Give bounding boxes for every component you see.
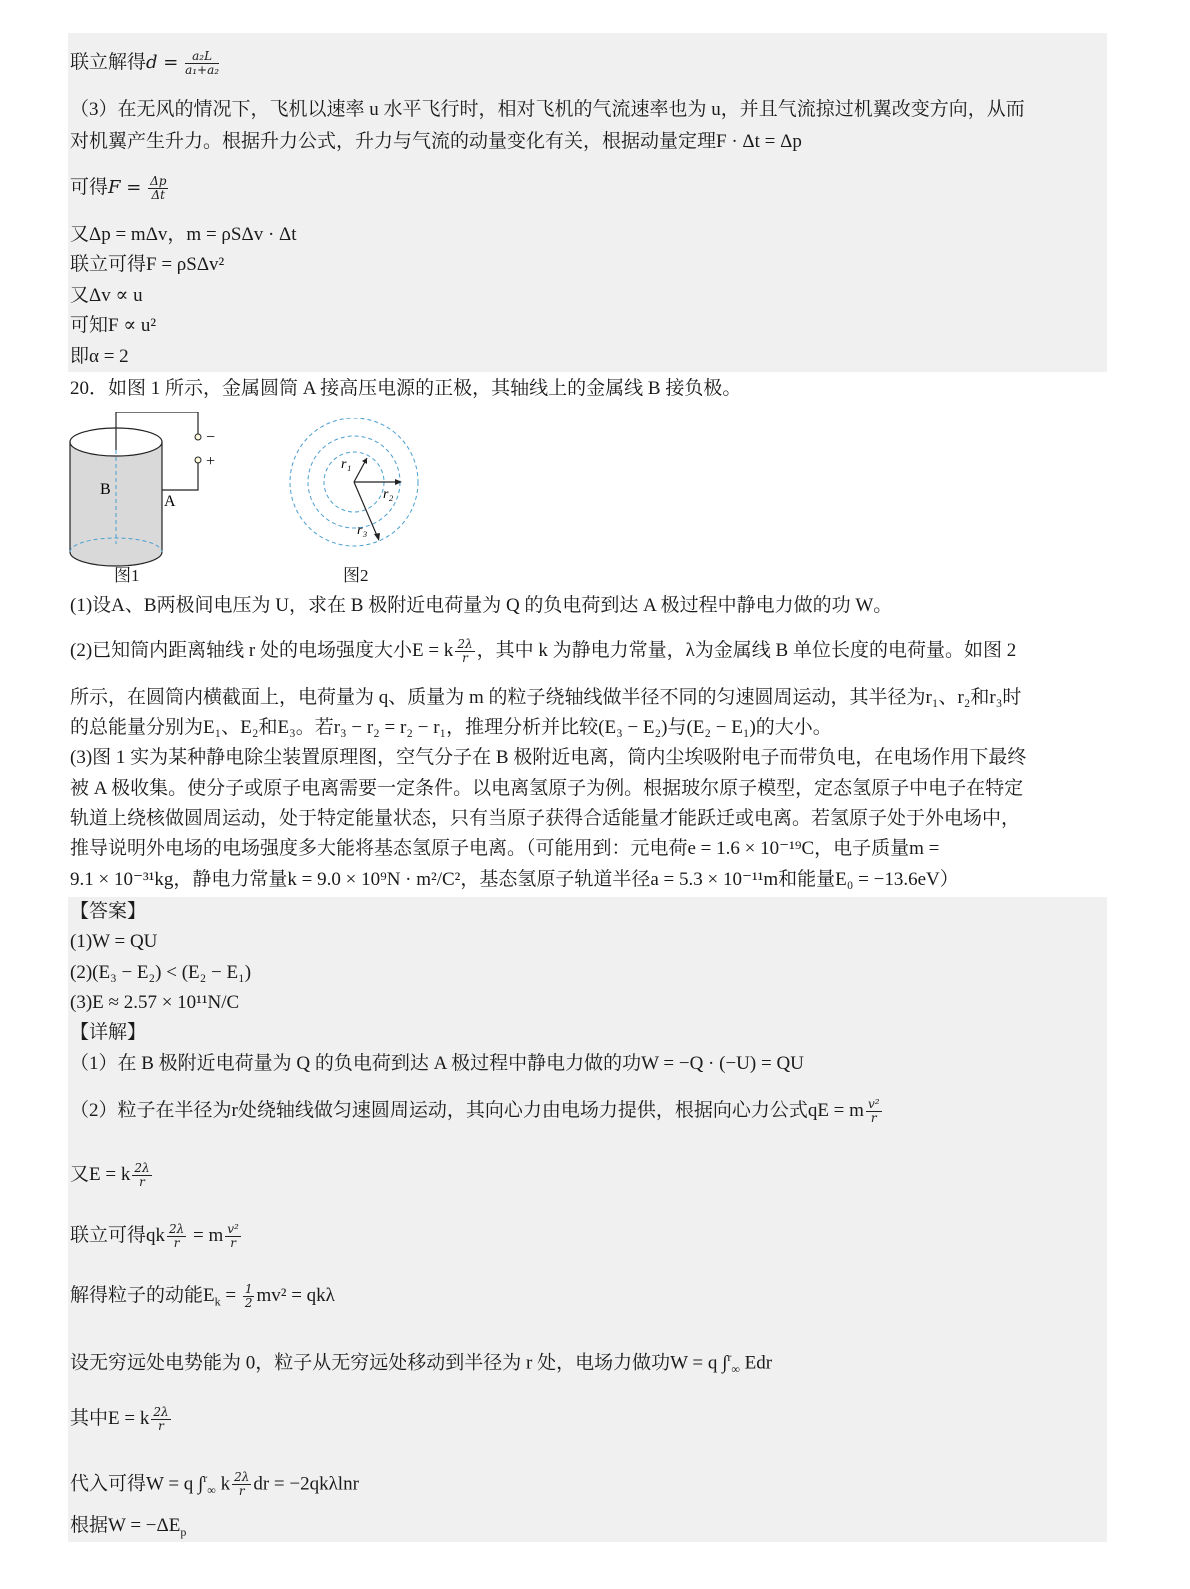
figure-1-cylinder-diagram (66, 412, 236, 572)
label-A: A (164, 493, 176, 510)
fraction: $\frac{\text{v²}}{r}$ (227, 1222, 239, 1250)
explanation-3: 又E = k $\frac{2\lambda}{r}$ (70, 1161, 150, 1189)
prev-line-2: （3）在无风的情况下，飞机以速率 u 水平飞行时，相对飞机的气流速率也为 u，并且气流掠过机翼改变方向，从而 (70, 99, 1025, 120)
prev-line-6: 联立可得F = ρSΔv² (70, 254, 225, 275)
figure-2-caption: 图2 (343, 566, 369, 585)
explanation-1: （1）在 B 极附近电荷量为 Q 的负电荷到达 A 极过程中静电力做的功W = −Q · (−U) = QU (70, 1053, 804, 1074)
figure-2-orbits-diagram (285, 418, 425, 548)
question-part-2-line-2: 所示，在圆筒内横截面上，电荷量为 q、质量为 m 的粒子绕轴线做半径不同的匀速圆周运动，其半径为r₁、r₂和r₃时 (70, 687, 1022, 708)
prev-line-4: 可得F = $\frac{\Delta p}{\Delta t}$ (70, 174, 167, 202)
explanation-7: 其中E = k $\frac{2\lambda}{r}$ (70, 1405, 169, 1433)
fraction: $\frac{2\lambda}{r}$ (457, 637, 473, 665)
text: 联立解得 (70, 51, 147, 73)
math: d = (146, 51, 179, 73)
answer-2: (2)(E₃ − E₂) < (E₂ − E₁) (70, 962, 252, 983)
prev-line-8: 可知F ∝ u² (70, 315, 157, 336)
prev-line-5: 又Δp = mΔv，m = ρSΔv · Δt (70, 224, 297, 245)
plus-terminal-label: + (206, 453, 216, 470)
fraction: $\frac{\text{a₂L}}{\text{a₁+a₂}}$ (185, 49, 220, 77)
answer-1: (1)W = QU (70, 931, 158, 952)
question-part-3-line-4: 推导说明外电场的电场强度多大能将基态氢原子电离。（可能用到：元电荷e = 1.6 × 10⁻¹⁹C，电子质量m = (70, 838, 940, 859)
label-B: B (100, 481, 111, 498)
fraction: $\frac{2\lambda}{r}$ (134, 1161, 150, 1189)
explanation-4: 联立可得qk $\frac{2\lambda}{r}$ = m $\frac{\text{v²}}{r}$ (70, 1222, 239, 1250)
question-part-3-line-2: 被 A 极收集。使分子或原子电离需要一定条件。以电离氢原子为例。根据玻尔原子模型，定态氢原子中电子在特定 (70, 778, 1024, 799)
solution-block-prev (68, 33, 1107, 372)
question-part-3-line-1: (3)图 1 实为某种静电除尘装置原理图，空气分子在 B 极附近电离，筒内尘埃吸附电子而带负电，在电场作用下最终 (70, 747, 1027, 768)
prev-line-7: 又Δv ∝ u (70, 285, 143, 306)
question-part-2-line-3: 的总能量分别为E₁、E₂和E₃。若r₃ − r₂ = r₂ − r₁，推理分析并比较(E₃ − E₂)与(E₂ − E₁)的大小。 (70, 717, 832, 738)
explanation-5: 解得粒子的动能$E_k$ = $\frac{1}{2}$ mv² = qkλ (70, 1282, 335, 1310)
explanation-8: 代入可得W = q ∫$^r_\infty$ k $\frac{2\lambda}{r}$ dr = −2qkλlnr (70, 1470, 359, 1499)
fraction: $\frac{1}{2}$ (244, 1282, 253, 1310)
prev-line-1 (70, 50, 221, 77)
label-r2: r₂ (383, 487, 394, 502)
question-part-2-line-1: (2)已知筒内距离轴线 r 处的电场强度大小E = k $\frac{2\lambda}{r}$ ，其中 k 为静电力常量，λ为金属线 B 单位长度的电荷量。如图 2 (70, 637, 1017, 665)
question-part-3-line-3: 轨道上绕核做圆周运动，处于特定能量状态，只有当原子获得合适能量才能跃迁或电离。若氢原子处于外电场中， (70, 808, 1021, 829)
label-r3: r₃ (357, 523, 368, 538)
explanation-6: 设无穷远处电势能为 0，粒子从无穷远处移动到半径为 r 处，电场力做功W = q ∫$^r_\infty$ Edr (70, 1350, 773, 1377)
answer-3: (3)E ≈ 2.57 × 10¹¹N/C (70, 992, 240, 1013)
question-20-stem: 20．如图 1 所示，金属圆筒 A 接高压电源的正极，其轴线上的金属线 B 接负极。 (70, 378, 742, 399)
prev-line-9: 即α = 2 (70, 346, 129, 367)
explanation-9: 根据$W = -\Delta E_p$ (70, 1515, 187, 1539)
prev-line-3: 对机翼产生升力。根据升力公式，升力与气流的动量变化有关，根据动量定理F · Δt = Δp (70, 131, 802, 152)
fraction: $\frac{\Delta p}{\Delta t}$ (150, 174, 167, 202)
fraction: $\frac{2\lambda}{r}$ (234, 1470, 250, 1499)
figure-1-caption: 图1 (114, 566, 140, 585)
minus-terminal-label: − (206, 429, 216, 446)
fraction: $\frac{2\lambda}{r}$ (153, 1405, 169, 1433)
question-part-3-line-5: 9.1 × 10⁻³¹kg，静电力常量k = 9.0 × 10⁹N · m²/C²，基态氢原子轨道半径a = 5.3 × 10⁻¹¹m和能量E₀ = −13.6eV） (70, 869, 959, 890)
answer-heading: 【答案】 (70, 901, 147, 922)
question-part-1: (1)设A、B两极间电压为 U，求在 B 极附近电荷量为 Q 的负电荷到达 A 极过程中静电力做的功 W。 (70, 595, 893, 616)
explanation-heading: 【详解】 (70, 1022, 147, 1043)
label-r1: r₁ (341, 457, 352, 472)
fraction: $\frac{2\lambda}{r}$ (169, 1222, 185, 1250)
explanation-2: （2）粒子在半径为r处绕轴线做匀速圆周运动，其向心力由电场力提供，根据向心力公式qE = m $\frac{\text{v²}}{r}$ (70, 1097, 880, 1125)
fraction: $\frac{\text{v²}}{r}$ (867, 1097, 880, 1125)
